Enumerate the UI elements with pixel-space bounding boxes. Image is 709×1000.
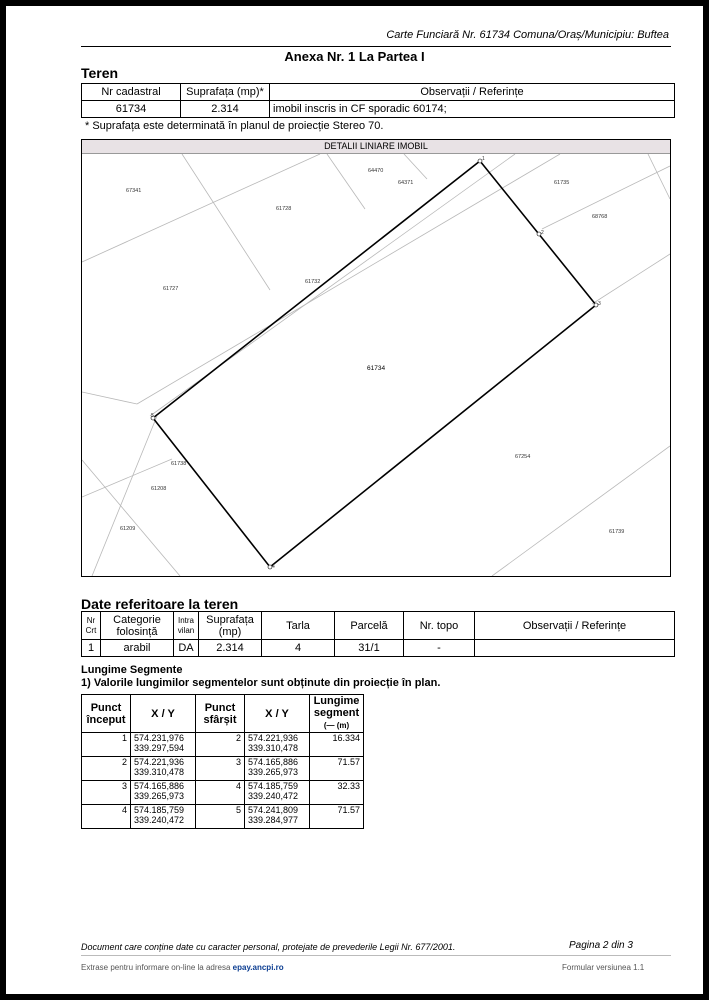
col-punct-sfarsit-l1: Punct <box>204 701 236 714</box>
col-parcela: Parcelă <box>335 612 404 640</box>
coord-x: 574.221,936 <box>134 757 185 767</box>
cell-suprafata: 2.314 <box>199 640 262 657</box>
coord-y: 339.265,973 <box>134 791 185 801</box>
coord-y: 339.240,472 <box>134 815 185 825</box>
table-row <box>82 757 364 781</box>
parcel-label: 61209 <box>120 526 136 532</box>
coord-y: 339.240,472 <box>248 791 299 801</box>
coord-x: 574.221,936 <box>248 733 299 743</box>
cell-punct-inceput: 2 <box>82 757 131 781</box>
col-lungime-l1: Lungime <box>313 695 360 707</box>
col-nr-cadastral: Nr cadastral <box>82 84 181 101</box>
extract-note <box>81 963 284 972</box>
vertex-label: 4 <box>272 564 275 570</box>
cell-categorie: arabil <box>101 640 174 657</box>
col-punct-sfarsit-l2: sfârșit <box>203 713 237 726</box>
col-xy-end: X / Y <box>245 695 310 733</box>
coord-y: 339.297,594 <box>134 743 185 753</box>
parcel-label: 61208 <box>151 486 167 492</box>
cell-tarla: 4 <box>262 640 335 657</box>
cell-xy-end <box>245 781 310 805</box>
table-row <box>82 640 675 657</box>
col-lungime-l3: (— (m) <box>323 721 350 730</box>
coord-y: 339.284,977 <box>248 815 299 825</box>
cell-parcela: 31/1 <box>335 640 404 657</box>
col-suprafata: Suprafața (mp)* <box>181 84 270 101</box>
section-teren-heading: Teren <box>81 65 119 81</box>
cell-xy-end <box>245 805 310 829</box>
table-row <box>82 101 675 118</box>
coord-x: 574.165,886 <box>134 781 185 791</box>
cell-punct-inceput: 4 <box>82 805 131 829</box>
cell-intravilan: DA <box>174 640 199 657</box>
col-suprafata-l1: Suprafața <box>206 613 254 626</box>
cell-punct-sfarsit: 4 <box>196 781 245 805</box>
cell-lungime: 32.33 <box>310 781 364 805</box>
cell-xy-end <box>245 733 310 757</box>
coord-x: 574.231,976 <box>134 733 185 743</box>
date-teren-table <box>81 611 675 657</box>
cell-observatii <box>475 640 675 657</box>
col-punct-inceput-l1: Punct <box>90 701 122 714</box>
cell-punct-sfarsit: 3 <box>196 757 245 781</box>
projection-note: * Suprafața este determinată în planul de proiecție Stereo 70. <box>85 120 384 132</box>
col-punct-inceput-l2: început <box>86 713 126 726</box>
form-version: Formular versiunea 1.1 <box>562 963 645 972</box>
col-punct-sfarsit <box>196 695 245 733</box>
footer-divider <box>81 955 671 956</box>
parcel-boundary <box>153 161 596 567</box>
parcel-map <box>81 139 671 577</box>
col-categorie-l1: Categorie <box>113 613 161 626</box>
teren-table <box>81 83 675 118</box>
page-number: Pagina 2 din 3 <box>569 940 633 951</box>
col-nr-crt <box>82 612 101 640</box>
cell-lungime: 71.57 <box>310 757 364 781</box>
col-categorie <box>101 612 174 640</box>
col-tarla: Tarla <box>262 612 335 640</box>
parcel-label: 61732 <box>305 279 321 285</box>
col-intravilan-l2: vilan <box>177 625 195 635</box>
cell-xy-start <box>131 805 196 829</box>
coord-y: 339.265,973 <box>248 767 299 777</box>
col-nr-crt-l2: Crt <box>85 625 97 635</box>
coord-x: 574.185,759 <box>248 781 299 791</box>
parcel-label: 61735 <box>554 180 570 186</box>
epay-link[interactable]: epay.ancpi.ro <box>232 963 284 972</box>
table-row <box>82 733 364 757</box>
col-xy-start: X / Y <box>131 695 196 733</box>
extract-text: Extrase pentru informare on-line la adresa <box>81 963 231 972</box>
cell-punct-sfarsit: 2 <box>196 733 245 757</box>
col-intravilan <box>174 612 199 640</box>
coord-x: 574.165,886 <box>248 757 299 767</box>
col-nr-topo: Nr. topo <box>404 612 475 640</box>
parcel-label: 61738 <box>171 461 187 467</box>
cell-nr-crt: 1 <box>82 640 101 657</box>
cell-xy-start <box>131 757 196 781</box>
privacy-notice: Document care conține date cu caracter personal, protejate de prevederile Legii Nr. 677/2001. <box>81 942 456 952</box>
col-lungime <box>310 695 364 733</box>
col-suprafata-mp <box>199 612 262 640</box>
vertex-label: 3 <box>598 301 601 307</box>
document-page <box>6 6 703 994</box>
parcel-label: 61727 <box>163 286 179 292</box>
header-divider <box>81 46 671 47</box>
section-date-teren-heading: Date referitoare la teren <box>81 596 239 612</box>
cell-punct-sfarsit: 5 <box>196 805 245 829</box>
parcel-label: 61728 <box>276 206 292 212</box>
parcel-label: 61739 <box>609 529 625 535</box>
cell-suprafata: 2.314 <box>181 101 270 118</box>
table-row <box>82 781 364 805</box>
segments-title: Lungime Segmente <box>81 664 183 676</box>
coord-x: 574.241,809 <box>248 805 299 815</box>
segments-subtitle: 1) Valorile lungimilor segmentelor sunt obținute din proiecție în plan. <box>81 677 441 689</box>
cell-xy-start <box>131 781 196 805</box>
coord-y: 339.310,478 <box>248 743 299 753</box>
cell-xy-end <box>245 757 310 781</box>
parcel-label: 67341 <box>126 188 142 194</box>
cell-lungime: 16.334 <box>310 733 364 757</box>
vertex-label: 2 <box>541 230 544 236</box>
coord-x: 574.185,759 <box>134 805 185 815</box>
col-observatii: Observații / Referințe <box>270 84 675 101</box>
land-book-header: Carte Funciară Nr. 61734 Comuna/Oraș/Municipiu: Buftea <box>386 29 669 41</box>
col-suprafata-l2: (mp) <box>218 625 242 638</box>
segments-heading <box>81 664 440 690</box>
col-lungime-l2: segment <box>313 707 360 719</box>
main-parcel-label: 61734 <box>367 365 386 372</box>
col-observatii: Observații / Referințe <box>475 612 675 640</box>
map-title: DETALII LINIARE IMOBIL <box>82 140 670 154</box>
cell-punct-inceput: 1 <box>82 733 131 757</box>
parcel-label: 68768 <box>592 214 608 220</box>
col-categorie-l2: folosință <box>116 625 158 638</box>
cell-xy-start <box>131 733 196 757</box>
cell-observatii: imobil inscris in CF sporadic 60174; <box>270 101 675 118</box>
map-drawing <box>82 154 670 576</box>
vertex-label: 1 <box>482 156 485 162</box>
table-row <box>82 805 364 829</box>
col-nr-crt-l1: Nr <box>86 615 96 625</box>
parcel-label: 67254 <box>515 454 531 460</box>
cell-nr-topo: - <box>404 640 475 657</box>
col-punct-inceput <box>82 695 131 733</box>
cell-punct-inceput: 3 <box>82 781 131 805</box>
cell-lungime: 71.57 <box>310 805 364 829</box>
coord-y: 339.310,478 <box>134 767 185 777</box>
cell-nr-cadastral: 61734 <box>82 101 181 118</box>
parcel-label: 64371 <box>398 180 414 186</box>
parcel-label: 64470 <box>368 168 384 174</box>
page-title: Anexa Nr. 1 La Partea I <box>284 49 425 64</box>
col-intravilan-l1: Intra <box>177 615 194 625</box>
segments-table <box>81 694 364 829</box>
vertex-label: 5 <box>151 413 154 419</box>
